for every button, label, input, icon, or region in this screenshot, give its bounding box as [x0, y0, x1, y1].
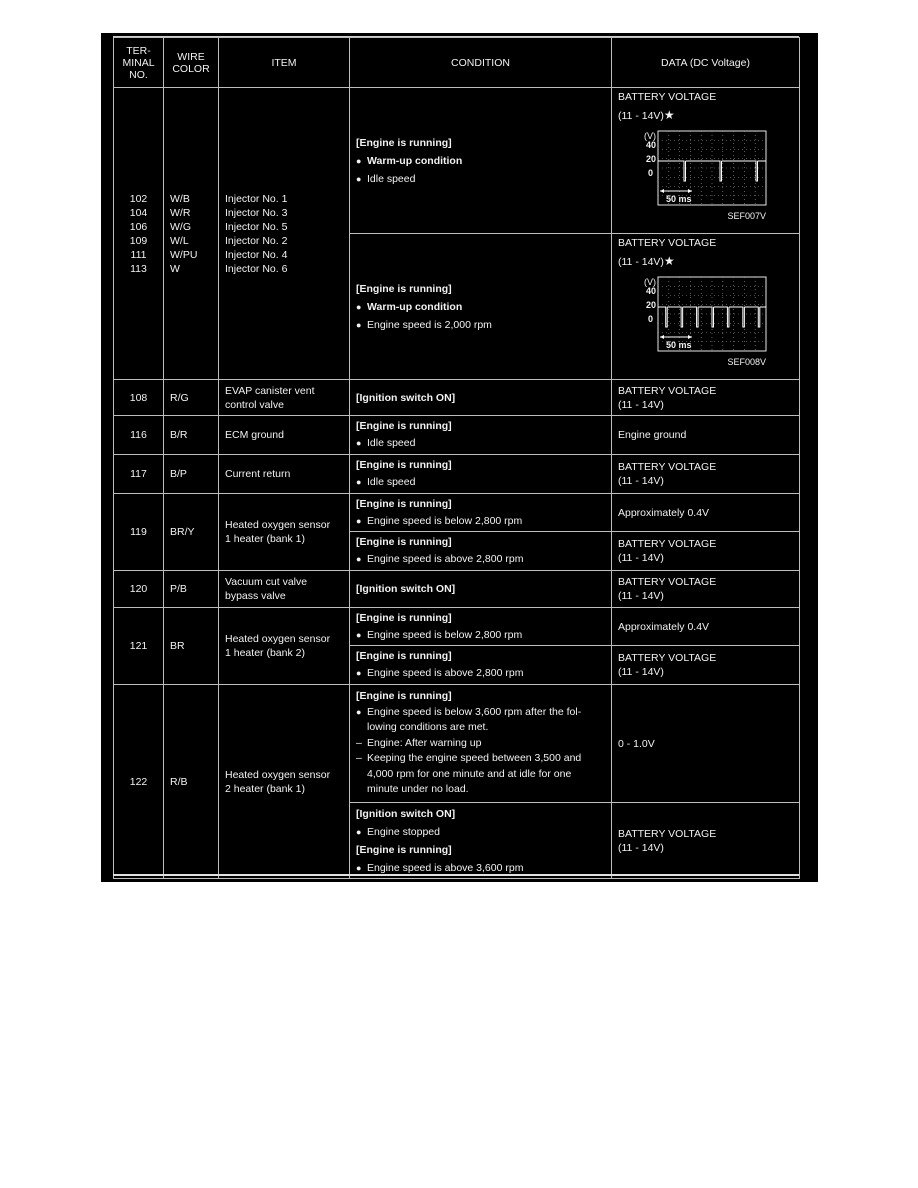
condition: [Engine is running] ● Engine speed is below 3,600 rpm after the fol- lowing conditions are met. – Engine: After warning up – Keeping the engine speed between 3,500 and 4,000 rpm for one minute and at idle for one minute under no load.	[350, 685, 612, 803]
ecm-terminal-panel	[101, 33, 818, 882]
terminal-number: 122	[114, 685, 164, 879]
header-item: ITEM	[219, 38, 350, 88]
header-condition: CONDITION	[350, 38, 612, 88]
condition: [Ignition switch ON] ● Engine stopped [Engine is running] ● Engine speed is above 3,600 rpm	[350, 803, 612, 879]
data-value: Approximately 0.4V	[612, 494, 800, 532]
header-data: DATA (DC Voltage)	[612, 38, 800, 88]
injector-wire-colors: W/B W/R W/G W/L W/PU W	[164, 88, 219, 380]
terminal-number: 120	[114, 571, 164, 608]
waveform-idle-chart	[618, 129, 768, 225]
terminal-number: 119	[114, 494, 164, 571]
y-axis-unit: (V)	[644, 131, 656, 141]
condition: [Engine is running] ● Engine speed is below 2,800 rpm	[350, 494, 612, 532]
table-row-injectors-a	[114, 88, 800, 234]
y-tick-40: 40	[645, 286, 656, 296]
time-arrow-right	[688, 335, 692, 339]
terminal-number: 116	[114, 416, 164, 455]
injector-condition-2000rpm: [Engine is running] ● Warm-up condition ● Engine speed is 2,000 rpm	[350, 234, 612, 380]
oscilloscope-idle	[618, 129, 768, 225]
condition: [Engine is running] ● Idle speed	[350, 416, 612, 455]
item: Heated oxygen sensor 1 heater (bank 1)	[219, 494, 350, 571]
injector-terminals: 102 104 106 109 111 113	[114, 88, 164, 380]
figure-code: SEF008V	[727, 357, 766, 367]
condition: [Engine is running] ● Idle speed	[350, 455, 612, 494]
data-value: BATTERY VOLTAGE (11 - 14V)	[612, 455, 800, 494]
oscilloscope-2000rpm	[618, 275, 768, 371]
y-tick-20: 20	[645, 300, 656, 310]
time-arrow-left	[660, 189, 664, 193]
data-value: BATTERY VOLTAGE (11 - 14V)	[612, 803, 800, 879]
item: ECM ground	[219, 416, 350, 455]
time-scale-label: 50 ms	[666, 194, 692, 204]
table-row-121-a	[114, 608, 800, 646]
injector-data-idle: BATTERY VOLTAGE (11 - 14V)★ (V) 40 20 0 50 ms SEF007V	[612, 88, 800, 234]
time-scale-label: 50 ms	[666, 340, 692, 350]
item: Vacuum cut valve bypass valve	[219, 571, 350, 608]
wire-color: R/G	[164, 380, 219, 416]
data-value: BATTERY VOLTAGE (11 - 14V)	[612, 571, 800, 608]
item: EVAP canister vent control valve	[219, 380, 350, 416]
y-tick-20: 20	[645, 154, 656, 164]
wire-color: BR	[164, 608, 219, 685]
item: Heated oxygen sensor 1 heater (bank 2)	[219, 608, 350, 685]
header-row	[114, 38, 800, 88]
injector-items: Injector No. 1 Injector No. 3 Injector No. 5 Injector No. 2 Injector No. 4 Injector No. 6	[219, 88, 350, 380]
terminal-number: 117	[114, 455, 164, 494]
injector-condition-idle: [Engine is running] ● Warm-up condition ● Idle speed	[350, 88, 612, 234]
wire-color: B/R	[164, 416, 219, 455]
wire-color: BR/Y	[164, 494, 219, 571]
time-arrow-right	[688, 189, 692, 193]
injector-data-2000rpm: BATTERY VOLTAGE (11 - 14V)★ (V) 40 20 0 50 ms SEF008V	[612, 234, 800, 380]
time-arrow-left	[660, 335, 664, 339]
condition: [Engine is running] ● Engine speed is above 2,800 rpm	[350, 646, 612, 685]
condition: [Engine is running] ● Engine speed is below 2,800 rpm	[350, 608, 612, 646]
table-row-117	[114, 455, 800, 494]
y-tick-0: 0	[647, 314, 653, 324]
header-wire-color: WIRE COLOR	[164, 38, 219, 88]
table-row-108	[114, 380, 800, 416]
data-value: Engine ground	[612, 416, 800, 455]
bottom-rule	[113, 874, 799, 876]
data-value: Approximately 0.4V	[612, 608, 800, 646]
condition: [Ignition switch ON]	[350, 380, 612, 416]
wire-color: P/B	[164, 571, 219, 608]
table-row-122-a	[114, 685, 800, 803]
ecm-terminal-table	[113, 37, 800, 879]
terminal-number: 121	[114, 608, 164, 685]
data-value: BATTERY VOLTAGE (11 - 14V)	[612, 532, 800, 571]
item: Heated oxygen sensor 2 heater (bank 1)	[219, 685, 350, 879]
table-row-116	[114, 416, 800, 455]
terminal-number: 108	[114, 380, 164, 416]
waveform-2000rpm-chart	[618, 275, 768, 371]
table-row-119-a	[114, 494, 800, 532]
condition: [Engine is running] ● Engine speed is above 2,800 rpm	[350, 532, 612, 571]
wire-color: R/B	[164, 685, 219, 879]
y-axis-unit: (V)	[644, 277, 656, 287]
y-tick-0: 0	[647, 168, 653, 178]
wire-color: B/P	[164, 455, 219, 494]
figure-code: SEF007V	[727, 211, 766, 221]
table-row-120	[114, 571, 800, 608]
data-value: 0 - 1.0V	[612, 685, 800, 803]
data-value: BATTERY VOLTAGE (11 - 14V)	[612, 380, 800, 416]
y-tick-40: 40	[645, 140, 656, 150]
data-value: BATTERY VOLTAGE (11 - 14V)	[612, 646, 800, 685]
header-terminal: TER- MINAL NO.	[114, 38, 164, 88]
waveform-trace	[658, 307, 766, 327]
condition: [Ignition switch ON]	[350, 571, 612, 608]
item: Current return	[219, 455, 350, 494]
